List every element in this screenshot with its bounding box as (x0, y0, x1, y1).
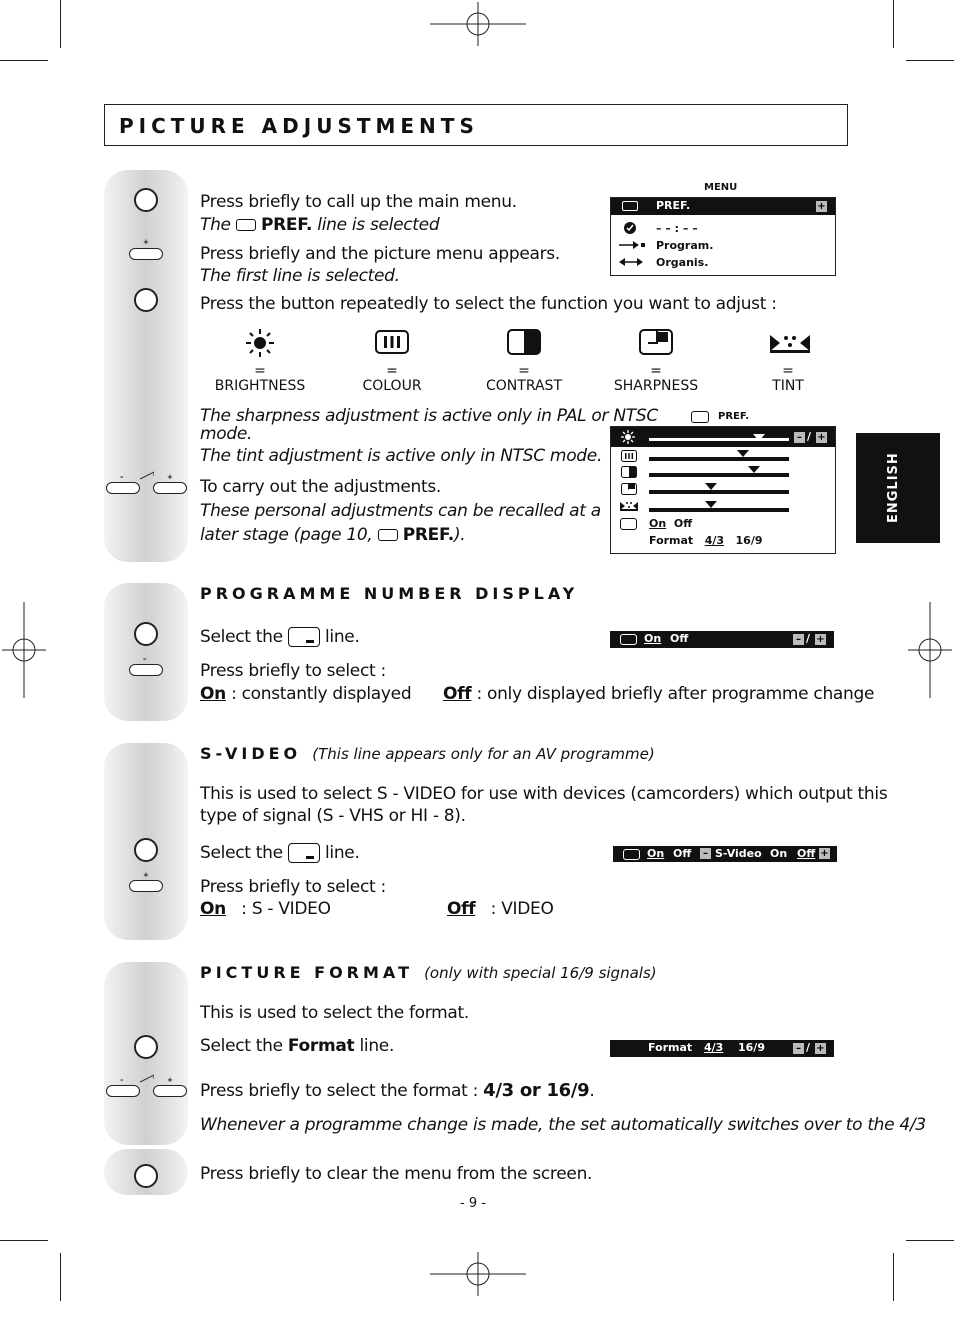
plus-label-2: + (167, 473, 173, 481)
language-label: ENGLISH (886, 452, 901, 523)
minus-button[interactable] (129, 664, 163, 676)
eq-1: = (254, 363, 266, 379)
tv-icon-osd (622, 201, 638, 211)
prog-display-icon-osd-3 (623, 849, 640, 860)
note-recall-2c: ). (453, 525, 466, 545)
format-osd-bar[interactable] (610, 1040, 834, 1057)
prog-num-on-desc: : constantly displayed (231, 684, 412, 704)
eq-5: = (782, 363, 794, 379)
menu-button-3[interactable] (134, 622, 158, 646)
menu-item-pref[interactable] (611, 198, 835, 215)
minus-label-3: – (120, 1076, 124, 1084)
volume-wedge-icon-2 (140, 1073, 154, 1083)
tint-icon-osd (620, 501, 638, 511)
pref-off: Off (673, 517, 693, 530)
pref-screen (610, 426, 836, 554)
format-line-2a: Select the (200, 1036, 283, 1056)
organise-arrow-icon (619, 256, 643, 268)
sharpness-icon (639, 329, 673, 355)
note-recall: These personal adjustments can be recalled at a (200, 501, 601, 521)
function-sharpness: SHARPNESS (613, 378, 699, 394)
pref-screen-title: PREF. (718, 411, 750, 422)
registration-mark-left (2, 602, 46, 698)
function-brightness: BRIGHTNESS (214, 378, 306, 394)
pref-label: PREF. (260, 215, 313, 235)
format-line-3b: 4/3 or 16/9 (483, 1080, 590, 1101)
intro-line-4: The first line is selected. (200, 266, 400, 286)
pref-label-2: PREF. (402, 525, 454, 545)
page-title: PICTURE ADJUSTMENTS (119, 114, 479, 138)
tint-icon (770, 333, 810, 353)
note-sharpness-b: mode. (200, 424, 253, 444)
svideo-osd-off: Off (673, 847, 692, 860)
pref-format-169: 16/9 (735, 534, 763, 547)
minus-key-2[interactable] (106, 1085, 140, 1097)
language-tab (856, 433, 940, 543)
function-tint: TINT (772, 378, 804, 394)
pref-format-row[interactable] (649, 534, 763, 547)
prog-num-osd-plus: + (816, 634, 825, 645)
colour-icon-osd (621, 450, 637, 462)
format-line-2c: line. (359, 1036, 395, 1056)
svideo-osd-sv-on: On (770, 847, 788, 860)
menu-button-4[interactable] (134, 838, 158, 862)
pref-format-43: 4/3 (704, 534, 725, 547)
remote-strip-1 (104, 170, 188, 562)
intro-line-3: Press briefly and the picture menu appears. (200, 244, 560, 264)
menu-item-organise[interactable]: Organis. (656, 256, 709, 269)
contrast-icon (507, 329, 541, 355)
menu-button-5[interactable] (134, 1035, 158, 1059)
menu-screen (610, 197, 836, 276)
menu-button-2[interactable] (134, 288, 158, 312)
registration-mark-right (908, 602, 952, 698)
clock-icon (623, 221, 637, 235)
brightness-icon-osd (621, 430, 635, 444)
intro-line-2a: The (200, 215, 231, 235)
prog-display-icon-osd-2 (620, 634, 637, 645)
pref-minus: – (794, 432, 805, 443)
plus-key-2[interactable] (153, 1085, 187, 1097)
contrast-icon-osd (621, 466, 637, 478)
svideo-osd-on: On (647, 847, 665, 860)
sharpness-icon-osd (621, 483, 637, 495)
plus-button[interactable] (129, 248, 163, 260)
format-heading: PICTURE FORMAT (200, 963, 413, 982)
colour-icon (375, 330, 409, 354)
pref-plus: + (817, 432, 826, 443)
prog-num-select-a: Select the (200, 627, 283, 647)
brightness-icon (246, 329, 274, 357)
intro-line-5: Press the button repeatedly to select the function you want to adjust : (200, 294, 777, 314)
page-number: - 9 - (460, 1196, 486, 1211)
svideo-select-b: line. (324, 843, 360, 863)
prog-num-on (200, 684, 411, 704)
format-osd-slash: / (806, 1041, 811, 1054)
tv-icon-pref (691, 411, 709, 423)
svideo-on-label: On (200, 899, 226, 919)
tint-slider[interactable] (649, 508, 789, 512)
format-osd-169: 16/9 (738, 1041, 765, 1054)
prog-display-icon-osd (620, 518, 637, 530)
format-line-2b: Format (287, 1036, 355, 1056)
volume-wedge-icon (140, 470, 154, 480)
format-heading-note: (only with special 16/9 signals) (424, 964, 657, 982)
remote-strip-4 (104, 962, 188, 1145)
plus-label: + (143, 238, 149, 246)
format-line-4: Whenever a programme change is made, the set automatically switches over to the 4/3 (200, 1115, 926, 1135)
pref-on-off-row[interactable] (649, 517, 692, 530)
pref-format-label: Format (649, 534, 694, 547)
svideo-osd-minus: – (700, 848, 711, 859)
tint-marker (705, 501, 717, 508)
intro-line-2c: line is selected (317, 215, 440, 235)
format-line-3a: Press briefly to select the format : (200, 1081, 479, 1101)
registration-mark-top (430, 2, 526, 46)
svideo-heading-row (200, 744, 655, 763)
program-arrow-icon (619, 239, 645, 251)
format-osd-43: 4/3 (704, 1041, 724, 1054)
svideo-off-label: Off (447, 899, 476, 919)
svideo-osd-sv-off: Off (797, 847, 816, 860)
format-osd-plus: + (816, 1043, 825, 1054)
prog-num-select (200, 627, 360, 647)
sharpness-marker (705, 483, 717, 490)
menu-plus-box: + (817, 201, 826, 212)
svideo-press: Press briefly to select : (200, 877, 386, 897)
svideo-heading-note: (This line appears only for an AV programme) (312, 745, 655, 763)
prog-num-osd-off: Off (670, 632, 689, 645)
intro-line-2 (200, 215, 439, 235)
prog-num-off (443, 684, 874, 704)
eq-2: = (386, 363, 398, 379)
exit-button[interactable] (134, 1164, 158, 1188)
tv-icon-2 (378, 529, 398, 541)
svideo-osd-bar[interactable] (613, 846, 837, 862)
prog-num-press: Press briefly to select : (200, 661, 386, 681)
svideo-off-desc: : VIDEO (490, 899, 554, 919)
prog-num-osd-on: On (644, 632, 662, 645)
prog-num-osd-minus: – (793, 634, 804, 645)
svideo-osd-plus: + (820, 848, 829, 859)
note-sharpness: The sharpness adjustment is active only in PAL or NTSC (200, 406, 658, 426)
tv-icon (236, 219, 256, 231)
svideo-select-a: Select the (200, 843, 283, 863)
prog-display-icon (288, 627, 320, 647)
function-contrast: CONTRAST (486, 378, 562, 394)
function-colour: COLOUR (362, 378, 422, 394)
prog-num-off-desc: : only displayed briefly after programme change (476, 684, 875, 704)
pref-on: On (649, 517, 667, 530)
svideo-desc-2: type of signal (S - VHS or HI - 8). (200, 806, 466, 826)
menu-item-clock[interactable]: – – : – – (656, 222, 698, 235)
plus-label-3: + (143, 871, 149, 879)
prog-display-icon-2 (288, 843, 320, 863)
registration-mark-bottom (430, 1252, 526, 1296)
note-recall-2 (200, 525, 465, 545)
format-line-1: This is used to select the format. (200, 1003, 470, 1023)
plus-label-4: + (167, 1076, 173, 1084)
prog-num-osd-bar[interactable] (610, 631, 834, 648)
menu-button[interactable] (134, 188, 158, 212)
format-heading-row (200, 963, 657, 982)
svideo-desc-1: This is used to select S - VIDEO for use with devices (camcorders) which output this (200, 784, 888, 804)
svideo-select (200, 843, 360, 863)
pref-slash: / (807, 430, 812, 443)
svideo-heading: S-VIDEO (200, 744, 302, 763)
svideo-osd-sv: S-Video (715, 847, 762, 860)
minus-label-2: – (143, 655, 147, 663)
note-recall-2a: later stage (page 10, (200, 525, 373, 545)
prog-num-osd-slash: / (806, 632, 811, 645)
eq-4: = (650, 363, 662, 379)
svideo-on-desc: : S - VIDEO (241, 899, 331, 919)
pref-brightness-row[interactable] (611, 427, 835, 447)
format-osd-label: Format (648, 1041, 693, 1054)
menu-item-pref-label: PREF. (656, 199, 691, 212)
sharpness-slider[interactable] (649, 490, 789, 494)
svideo-on (200, 899, 331, 919)
contrast-marker (748, 466, 760, 473)
eq-3: = (518, 363, 530, 379)
colour-slider[interactable] (649, 457, 789, 461)
svideo-off (447, 899, 554, 919)
contrast-slider[interactable] (649, 473, 789, 477)
prog-num-heading: PROGRAMME NUMBER DISPLAY (200, 584, 579, 603)
note-carry-out: To carry out the adjustments. (200, 477, 442, 497)
remote-strip-2 (104, 583, 188, 721)
menu-screen-title: MENU (704, 182, 738, 193)
minus-label: – (120, 473, 124, 481)
title-box (104, 104, 848, 146)
intro-line-1: Press briefly to call up the main menu. (200, 192, 517, 212)
colour-marker (737, 450, 749, 457)
remote-strip-3 (104, 743, 188, 940)
prog-num-select-b: line. (324, 627, 360, 647)
plus-button-2[interactable] (129, 880, 163, 892)
minus-key[interactable] (106, 482, 140, 494)
remote-strip-5 (104, 1149, 188, 1195)
format-line-3c: . (589, 1081, 595, 1101)
format-osd-minus: – (793, 1043, 804, 1054)
format-line-5: Press briefly to clear the menu from the screen. (200, 1164, 593, 1184)
format-line-3 (200, 1081, 595, 1101)
menu-item-program[interactable]: Program. (656, 239, 714, 252)
brightness-slider[interactable] (649, 438, 789, 441)
prog-num-on-label: On (200, 684, 226, 704)
prog-num-off-label: Off (443, 684, 472, 704)
format-line-2 (200, 1036, 394, 1056)
brightness-marker (753, 434, 765, 441)
plus-key[interactable] (153, 482, 187, 494)
note-tint: The tint adjustment is active only in NTSC mode. (200, 446, 603, 466)
